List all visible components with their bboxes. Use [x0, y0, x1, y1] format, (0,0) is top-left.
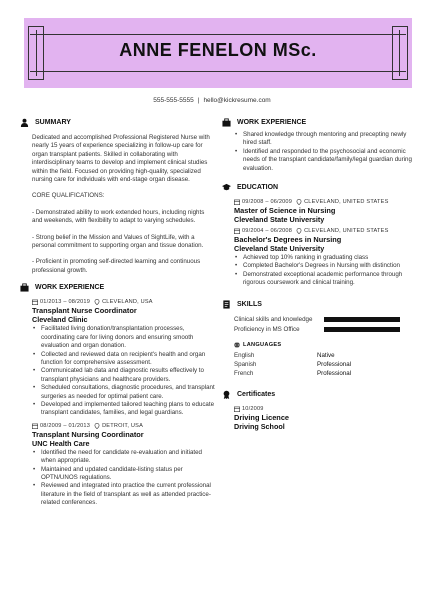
section-title-work-left	[20, 283, 216, 292]
globe-icon	[234, 342, 240, 348]
education-heading: EDUCATION	[237, 184, 279, 192]
job-role: Transplant Nursing Coordinator	[32, 429, 144, 439]
briefcase-icon	[222, 118, 231, 127]
calendar-icon	[32, 423, 38, 429]
job-location: CLEVELAND, USA	[102, 299, 153, 306]
languages-heading	[222, 342, 412, 348]
skill-name: Proficiency in MS Office	[234, 326, 300, 334]
languages-title: LANGUAGES	[243, 342, 282, 349]
job-entry	[20, 299, 216, 417]
school: Cleveland State University	[234, 215, 325, 225]
list-item: • Achieved top 10% ranking in graduating class	[234, 254, 412, 262]
list-item: • Demonstrated exceptional academic performance through rigorous coursework and clinical training.	[234, 271, 412, 288]
certificate-meta	[234, 406, 412, 412]
list-item: • Communicated lab data and diagnostic results effectively to transplant physicians and healthcare providers.	[32, 367, 216, 384]
candidate-name: ANNE FENELON MSc.	[119, 40, 317, 60]
job-dates: 01/2013 – 08/2019	[40, 299, 91, 306]
skill-level-bar	[324, 327, 400, 332]
job-bullets	[234, 131, 412, 173]
job-meta	[32, 299, 216, 305]
qualification-item: - Strong belief in the Mission and Values of SightLife, with a personal commitment to supporting organ and tissue donation.	[32, 233, 204, 250]
skill-name: Clinical skills and knowledge	[234, 315, 313, 323]
contact-separator: |	[197, 97, 200, 104]
education-entry	[222, 199, 412, 224]
summary-heading: SUMMARY	[35, 119, 71, 126]
location-pin-icon	[94, 299, 100, 305]
person-icon	[20, 118, 29, 127]
job-bullets	[32, 449, 216, 508]
location-pin-icon	[94, 423, 100, 429]
list-item: • Developed and implemented tailored teaching plans to educate transplant candidates, families, and legal guardians.	[32, 401, 216, 418]
list-item: • Identified and responded to the psychosocial and economic needs of the transplant candidate/family/legal guardian during evaluation.	[234, 148, 412, 173]
calendar-icon	[234, 406, 240, 412]
language-level: Native	[317, 352, 335, 360]
education-location: CLEVELAND, UNITED STATES	[304, 199, 389, 206]
summary-paragraph: Dedicated and accomplished Professional Registered Nurse with nearly 15 years of experience specializing in follow-up care for organ transplant patients. Skilled in collaborating with interdisciplinary teams to develop and implement clinical studies within the field. Focused on providing high-quality, specialized nursing care for individuals with end-stage organ disease.	[32, 134, 210, 184]
list-item: • Shared knowledge through mentoring and precepting newly hired staff.	[234, 131, 412, 148]
language-row	[222, 361, 412, 370]
job-meta	[32, 423, 216, 429]
certificate-issuer: Driving School	[234, 422, 285, 432]
list-item: • Scheduled consultations, diagnostic procedures, and transplant surgeries as needed for optimal patient care.	[32, 384, 216, 401]
location-pin-icon	[296, 199, 302, 205]
skill-level-bar	[324, 317, 400, 322]
section-title-skills	[222, 300, 412, 309]
calendar-icon	[32, 299, 38, 305]
list-item: • Facilitated living donation/transplantation processes, coordinating care for living donors and ensuring smooth evaluation and organ donation.	[32, 325, 216, 350]
list-item: • Completed Bachelor's Degrees in Nursing with distinction	[234, 262, 412, 270]
job-location: DETROIT, USA	[102, 422, 144, 429]
list-item: • Maintained and updated candidate-listing status per OPTN/UNOS regulations.	[32, 466, 216, 483]
summary-body	[20, 134, 216, 275]
section-title-summary	[20, 118, 216, 127]
job-org: Cleveland Clinic	[32, 315, 88, 325]
right-column	[222, 118, 412, 436]
certificate-date: 10/2009	[242, 406, 264, 413]
degree: Master of Science in Nursing	[234, 206, 336, 216]
qualifications-heading: CORE QUALIFICATIONS:	[32, 192, 105, 200]
qualification-item: - Demonstrated ability to work extended hours, including nights and weekends, with flexibility to adapt to varying schedules.	[32, 208, 205, 225]
education-location: CLEVELAND, UNITED STATES	[304, 228, 389, 235]
work-heading: WORK EXPERIENCE	[35, 284, 105, 292]
job-bullets	[32, 325, 216, 417]
job-org: UNC Health Care	[32, 438, 90, 448]
certificate-icon	[222, 390, 231, 399]
list-item: • Identified the need for candidate re-evaluation and initiated when appropriate.	[32, 449, 216, 466]
education-dates: 09/2008 – 06/2009	[242, 199, 293, 206]
skills-icon	[222, 300, 231, 309]
graduation-cap-icon	[222, 183, 231, 192]
school: Cleveland State University	[234, 244, 325, 254]
education-meta	[234, 228, 412, 234]
job-continuation	[222, 131, 412, 173]
calendar-icon	[234, 228, 240, 234]
skill-row	[222, 316, 412, 324]
email-link[interactable]: hello@kickresume.com	[203, 97, 271, 104]
left-column	[20, 118, 216, 513]
job-entry	[20, 423, 216, 508]
list-item: • Reviewed and integrated into practice the current professional literature in the field of transplant as well as attended practice-related conferences.	[32, 482, 216, 507]
degree: Bachelor's Degrees in Nursing	[234, 235, 342, 245]
job-dates: 08/2009 – 01/2013	[40, 422, 91, 429]
certificates-heading: Certificates	[237, 391, 276, 399]
language-row	[222, 370, 412, 379]
education-bullets	[234, 254, 412, 288]
education-entry	[222, 228, 412, 288]
language-level: Professional	[317, 361, 352, 369]
section-title-certificates	[222, 390, 412, 399]
job-role: Transplant Nurse Coordinator	[32, 306, 137, 316]
language-level: Professional	[317, 369, 352, 377]
skills-heading: SKILLS	[237, 300, 262, 308]
certificate-name: Driving Licence	[234, 413, 290, 423]
calendar-icon	[234, 199, 240, 205]
section-title-education	[222, 183, 412, 192]
certificate-entry	[222, 406, 412, 431]
location-pin-icon	[296, 228, 302, 234]
section-title-work-right	[222, 118, 412, 127]
education-dates: 09/2004 – 06/2008	[242, 228, 293, 235]
skill-row	[222, 326, 412, 334]
list-item: • Collected and reviewed data on recipient's health and organ function for comprehensive assessment.	[32, 351, 216, 368]
header-banner	[24, 18, 412, 88]
briefcase-icon	[20, 283, 29, 292]
work-heading: WORK EXPERIENCE	[237, 119, 307, 126]
language-name: French	[234, 369, 254, 377]
qualification-item: - Proficient in promoting self-directed learning and continuous professional growth.	[32, 258, 201, 274]
language-row	[222, 352, 412, 361]
language-name: English	[234, 352, 255, 360]
phone: 555-555-5555	[153, 97, 194, 104]
education-meta	[234, 199, 412, 205]
contact-line	[0, 97, 424, 104]
language-name: Spanish	[234, 361, 257, 369]
